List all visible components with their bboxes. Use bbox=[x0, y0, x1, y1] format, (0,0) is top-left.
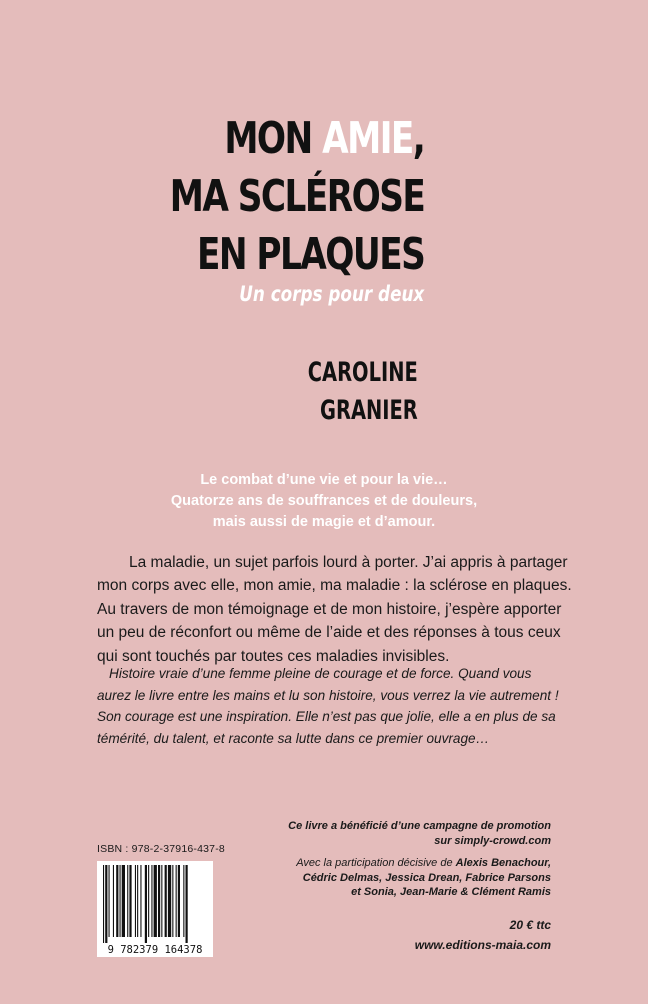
barcode-bar bbox=[116, 865, 118, 937]
price-block bbox=[415, 915, 551, 955]
publisher-website[interactable]: www.editions-maia.com bbox=[414, 938, 551, 952]
blurb-line: un peu de réconfort ou même de l’aide et des réponses à tous ceux bbox=[97, 624, 561, 642]
barcode-bar bbox=[127, 865, 128, 937]
price: 20 € ttc bbox=[509, 918, 551, 932]
barcode-bar bbox=[122, 865, 125, 937]
tagline-line: mais aussi de magie et d’amour. bbox=[212, 514, 436, 530]
participation-names: Cédric Delmas, Jessica Drean, Fabrice Parsons bbox=[302, 871, 551, 884]
barcode-bar bbox=[183, 865, 184, 937]
tagline-line: Quatorze ans de souffrances et de douleurs, bbox=[170, 493, 478, 509]
barcode-bar bbox=[103, 865, 104, 943]
title-line-2: MA SCLÉROSE bbox=[169, 171, 424, 222]
title-line-1: MON AMIE, bbox=[224, 113, 424, 164]
blurb-paragraph bbox=[97, 551, 572, 668]
review-quote bbox=[97, 663, 557, 749]
barcode-bar bbox=[186, 865, 188, 943]
promo-line: sur simply-crowd.com bbox=[434, 834, 551, 847]
author-last-name: GRANIER bbox=[320, 395, 418, 426]
barcode-bar bbox=[140, 865, 141, 937]
barcode-bar bbox=[109, 865, 110, 937]
blurb-line: La maladie, un sujet parfois lourd à porter. J’ai appris à partager bbox=[129, 554, 568, 571]
barcode-bar bbox=[105, 865, 107, 943]
barcode-bar bbox=[165, 865, 167, 937]
barcode-bar bbox=[161, 865, 162, 937]
tagline-line: Le combat d’une vie et pour la vie… bbox=[200, 472, 448, 488]
barcode-bar bbox=[178, 865, 180, 937]
barcode-bar bbox=[168, 865, 171, 937]
barcode-bar bbox=[151, 865, 152, 937]
blurb-line: mon corps avec elle, mon amie, ma maladie : la sclérose en plaques. bbox=[97, 577, 572, 595]
quote-line: Histoire vraie d’une femme pleine de courage et de force. Quand vous bbox=[109, 666, 532, 681]
barcode-bar bbox=[120, 865, 121, 937]
barcode bbox=[97, 861, 213, 957]
barcode-bar bbox=[145, 865, 147, 943]
book-title bbox=[98, 110, 424, 306]
barcode-bar bbox=[176, 865, 177, 937]
quote-line: Son courage est une inspiration. Elle n’est pas que jolie, elle a en plus de sa bbox=[97, 709, 556, 724]
tagline bbox=[0, 470, 648, 533]
quote-line: aurez le livre entre les mains et lu son histoire, vous verrez la vie autrement ! bbox=[97, 687, 559, 703]
promotion-credits bbox=[288, 819, 551, 900]
promo-line: Ce livre a bénéficié d’une campagne de promotion bbox=[288, 820, 551, 832]
barcode-bar bbox=[137, 865, 138, 937]
isbn-number: ISBN : 978-2-37916-437-8 bbox=[97, 843, 225, 855]
barcode-bars bbox=[97, 861, 213, 943]
blurb-line: Au travers de mon témoignage et de mon histoire, j’espère apporter bbox=[97, 600, 562, 618]
book-subtitle: Un corps pour deux bbox=[239, 282, 424, 306]
title-line-3: EN PLAQUES bbox=[196, 229, 424, 280]
barcode-bar bbox=[129, 865, 131, 937]
barcode-bar bbox=[148, 865, 149, 937]
author-first-name: CAROLINE bbox=[308, 357, 418, 388]
quote-line: témérité, du talent, et raconte sa lutte dans ce premier ouvrage… bbox=[97, 730, 490, 746]
barcode-digits: 9 782379 164378 bbox=[97, 943, 213, 957]
barcode-bar bbox=[154, 865, 157, 937]
participation-line: Avec la participation décisive de Alexis Benachour, bbox=[296, 857, 551, 869]
barcode-bar bbox=[158, 865, 160, 937]
barcode-bar bbox=[113, 865, 114, 937]
participation-names: et Sonia, Jean-Marie & Clément Ramis bbox=[351, 886, 551, 898]
barcode-bar bbox=[135, 865, 136, 937]
author-name bbox=[308, 354, 418, 430]
title-accent-word: AMIE bbox=[321, 113, 413, 164]
blurb-line: qui sont touchés par toutes ces maladies invisibles. bbox=[97, 647, 450, 665]
barcode-bar bbox=[172, 865, 173, 937]
